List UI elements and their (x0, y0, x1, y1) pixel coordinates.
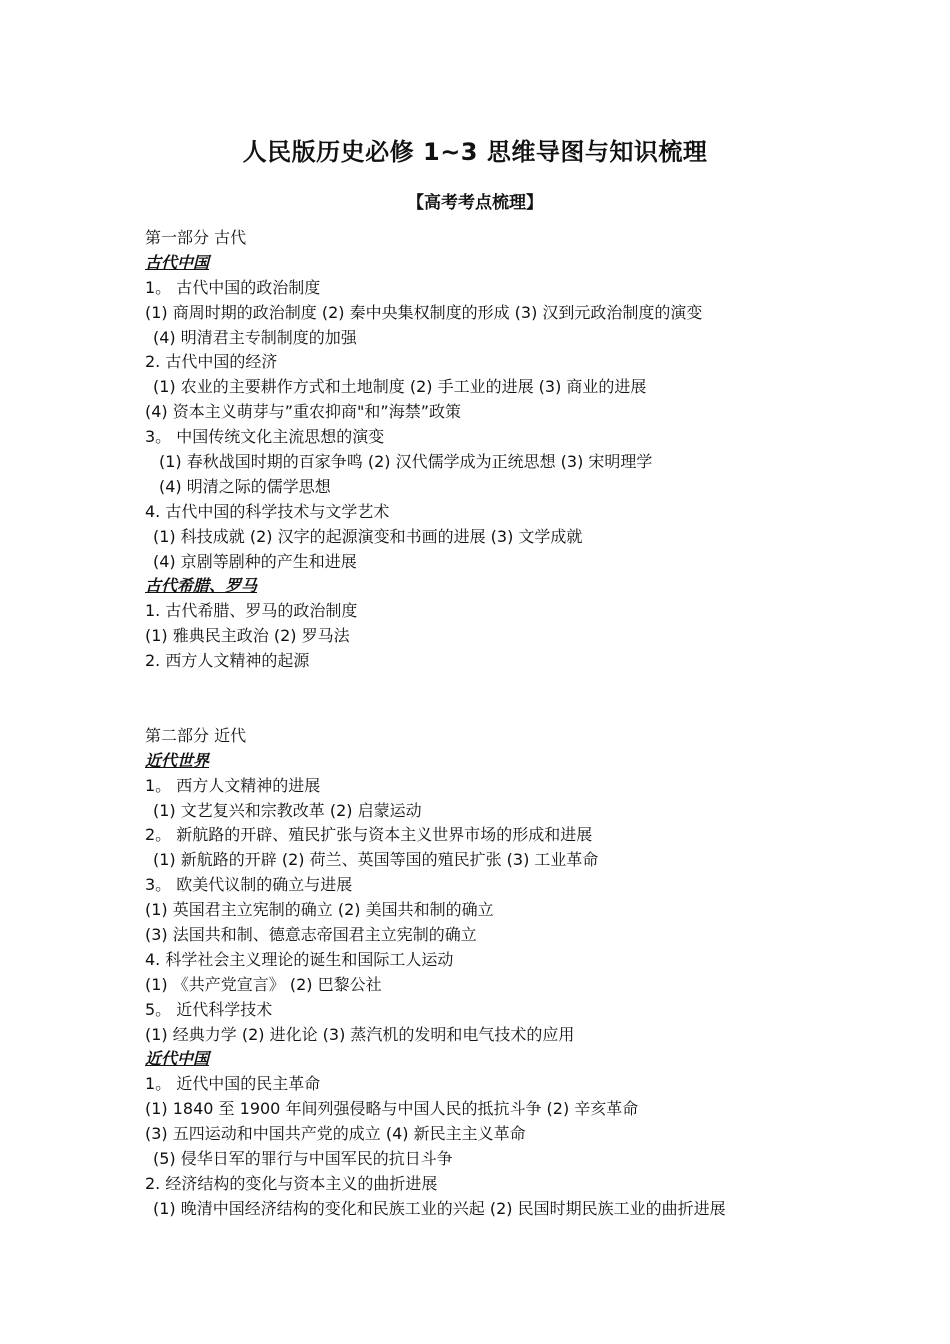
outline-line: 3。 中国传统文化主流思想的演变 (145, 427, 385, 447)
outline-line: (3) 法国共和制、德意志帝国君主立宪制的确立 (145, 924, 477, 944)
section-heading: 近代世界 (145, 750, 210, 770)
section-heading: 近代中国 (145, 1049, 210, 1069)
outline-line: 4. 古代中国的科学技术与文学艺术 (145, 501, 390, 521)
outline-line: 1. 古代希腊、罗马的政治制度 (145, 601, 358, 621)
outline-line: 2. 经济结构的变化与资本主义的曲折进展 (145, 1173, 438, 1193)
outline-line: 4. 科学社会主义理论的诞生和国际工人运动 (145, 949, 454, 969)
outline-line: (5) 侵华日军的罪行与中国军民的抗日斗争 (153, 1148, 453, 1168)
outline-line: 1。 古代中国的政治制度 (145, 277, 321, 297)
outline-line: (1) 《共产党宣言》 (2) 巴黎公社 (145, 974, 382, 994)
outline-line: (1) 科技成就 (2) 汉字的起源演变和书画的进展 (3) 文学成就 (153, 526, 583, 546)
document-title: 人民版历史必修 1~3 思维导图与知识梳理 (242, 138, 708, 166)
part-label: 第一部分 古代 (145, 228, 247, 247)
outline-line: 2. 西方人文精神的起源 (145, 651, 310, 671)
spacer (145, 674, 865, 724)
section-heading: 古代中国 (145, 252, 210, 272)
part-label: 第二部分 近代 (145, 725, 247, 745)
outline-line: (1) 1840 至 1900 年间列强侵略与中国人民的抵抗斗争 (2) 辛亥革命 (145, 1099, 639, 1119)
outline-line: 1。 近代中国的民主革命 (145, 1074, 321, 1094)
outline-line: 2。 新航路的开辟、殖民扩张与资本主义世界市场的形成和进展 (145, 825, 593, 845)
outline-line: (1) 农业的主要耕作方式和土地制度 (2) 手工业的进展 (3) 商业的进展 (153, 377, 647, 397)
outline-line: (4) 京剧等剧种的产生和进展 (153, 551, 357, 571)
outline-line: (1) 新航路的开辟 (2) 荷兰、英国等国的殖民扩张 (3) 工业革命 (153, 850, 599, 870)
outline-line: 1。 西方人文精神的进展 (145, 775, 321, 795)
outline-line: (1) 商周时期的政治制度 (2) 秦中央集权制度的形成 (3) 汉到元政治制度的演变 (145, 302, 703, 322)
outline-line: 5。 近代科学技术 (145, 999, 273, 1019)
outline-line: (1) 文艺复兴和宗教改革 (2) 启蒙运动 (153, 800, 422, 820)
outline-line: (1) 经典力学 (2) 进化论 (3) 蒸汽机的发明和电气技术的应用 (145, 1024, 575, 1044)
outline-line: (1) 春秋战国时期的百家争鸣 (2) 汉代儒学成为正统思想 (3) 宋明理学 (159, 452, 653, 472)
outline-line: (4) 资本主义萌芽与”重农抑商"和”海禁”政策 (145, 402, 461, 422)
outline-content (145, 226, 865, 1222)
outline-line: (4) 明清君主专制制度的加强 (153, 327, 357, 347)
outline-line: (1) 晚清中国经济结构的变化和民族工业的兴起 (2) 民国时期民族工业的曲折进展 (153, 1198, 726, 1218)
outline-line: 2. 古代中国的经济 (145, 352, 278, 372)
section-heading: 古代希腊、罗马 (145, 576, 258, 596)
outline-line: (3) 五四运动和中国共产党的成立 (4) 新民主主义革命 (145, 1124, 526, 1144)
document-subtitle: 【高考考点梳理】 (407, 193, 543, 213)
outline-line: (1) 雅典民主政治 (2) 罗马法 (145, 626, 350, 646)
outline-line: (1) 英国君主立宪制的确立 (2) 美国共和制的确立 (145, 900, 494, 920)
outline-line: (4) 明清之际的儒学思想 (159, 476, 331, 496)
outline-line: 3。 欧美代议制的确立与进展 (145, 875, 353, 895)
